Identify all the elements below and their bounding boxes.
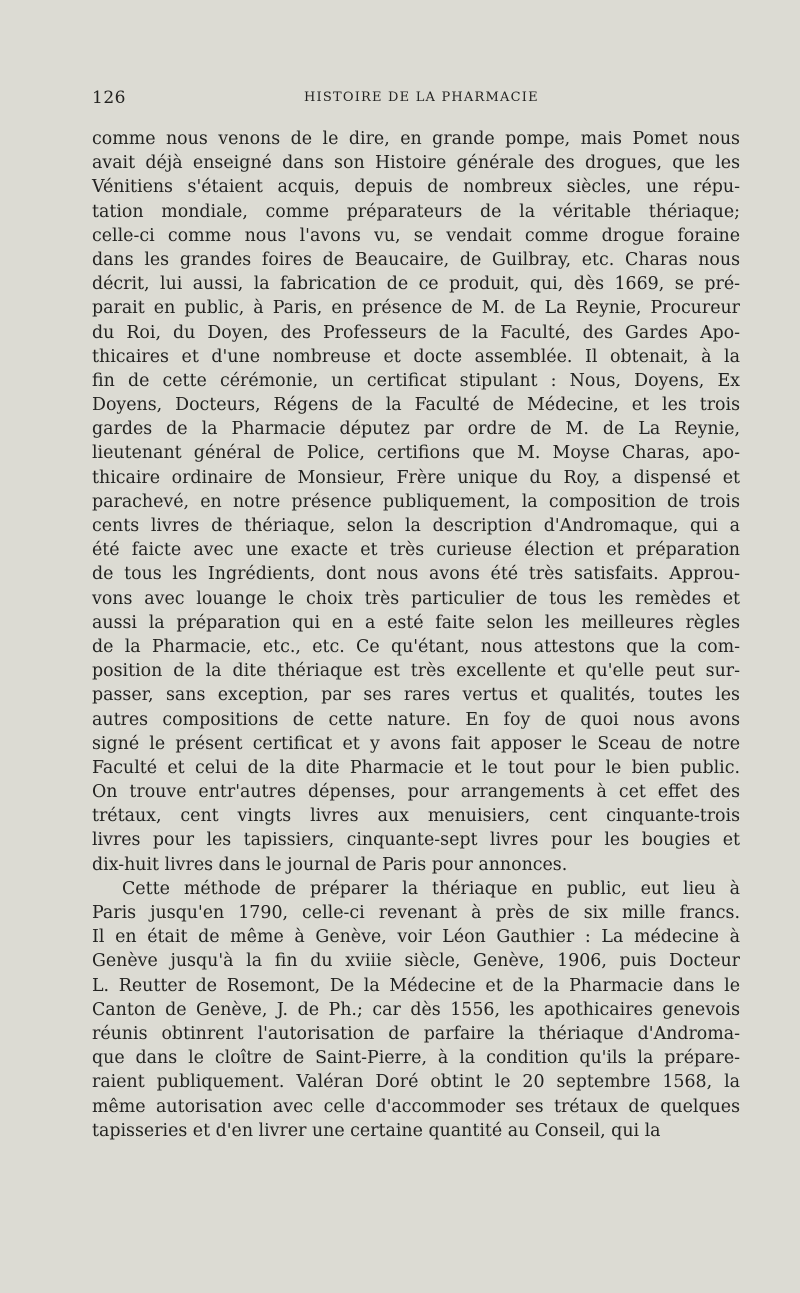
- running-head: [92, 88, 732, 112]
- text-line: raient publiquement. Valéran Doré obtint le 20 septembre 1568, la: [92, 1072, 740, 1093]
- text-line: fin de cette cérémonie, un certificat stipulant : Nous, Doyens, Ex: [92, 370, 740, 391]
- text-line: thicaires et d'une nombreuse et docte assemblée. Il obtenait, à la: [92, 346, 740, 367]
- text-line: Canton de Genève, J. de Ph.; car dès 1556, les apothicaires genevois: [92, 999, 740, 1020]
- text-line: tation mondiale, comme préparateurs de la véritable thériaque;: [92, 201, 740, 222]
- text-line: réunis obtinrent l'autorisation de parfaire la thériaque d'Androma-: [92, 1023, 740, 1044]
- text-line: de tous les Ingrédients, dont nous avons été très satisfaits. Approu-: [92, 564, 740, 585]
- text-line: passer, sans exception, par ses rares vertus et qualités, toutes les: [92, 685, 740, 706]
- text-line: Genève jusqu'à la fin du xviiie siècle, Genève, 1906, puis Docteur: [92, 951, 740, 972]
- text-line: dix-huit livres dans le journal de Paris pour annonces.: [92, 854, 568, 875]
- text-line: vons avec louange le choix très particulier de tous les remèdes et: [92, 588, 740, 609]
- text-line: cents livres de thériaque, selon la description d'Andromaque, qui a: [92, 516, 740, 536]
- text-line: gardes de la Pharmacie députez par ordre de M. de La Reynie,: [92, 419, 740, 440]
- text-line: Paris jusqu'en 1790, celle-ci revenant à près de six mille francs.: [92, 903, 740, 923]
- text-line: trétaux, cent vingts livres aux menuisiers, cent cinquante-trois: [92, 806, 740, 827]
- text-line: Cette méthode de préparer la thériaque en public, eut lieu à: [122, 878, 740, 899]
- text-line: Faculté et celui de la dite Pharmacie et le tout pour le bien public.: [92, 757, 740, 778]
- text-line: autres compositions de cette nature. En foy de quoi nous avons: [92, 709, 740, 730]
- text-line: Vénitiens s'étaient acquis, depuis de nombreux siècles, une répu-: [92, 177, 740, 198]
- text-line: Doyens, Docteurs, Régens de la Faculté de Médecine, et les trois: [92, 395, 740, 416]
- text-line: lieutenant général de Police, certifions que M. Moyse Charas, apo-: [92, 443, 740, 464]
- text-line: même autorisation avec celle d'accommoder ses trétaux de quelques: [92, 1096, 740, 1117]
- text-line: tapisseries et d'en livrer une certaine quantité au Conseil, qui la: [92, 1120, 661, 1141]
- paragraph: [92, 127, 740, 877]
- text-line: aussi la préparation qui en a esté faite selon les meilleures règles: [92, 612, 740, 633]
- text-line: livres pour les tapissiers, cinquante-sept livres pour les bougies et: [92, 830, 740, 851]
- text-line: parachevé, en notre présence publiquement, la composition de trois: [92, 491, 740, 512]
- text-line: comme nous venons de le dire, en grande pompe, mais Pomet nous: [92, 129, 740, 149]
- text-line: L. Reutter de Rosemont, De la Médecine et de la Pharmacie dans le: [92, 975, 740, 996]
- text-line: que dans le cloître de Saint-Pierre, à la condition qu'ils la prépare-: [92, 1048, 740, 1069]
- text-line: On trouve entr'autres dépenses, pour arrangements à cet effet des: [92, 782, 740, 803]
- text-line: Il en était de même à Genève, voir Léon Gauthier : La médecine à: [92, 927, 740, 948]
- text-line: parait en public, à Paris, en présence de M. de La Reynie, Procureur: [92, 298, 740, 319]
- text-line: dans les grandes foires de Beaucaire, de Guilbray, etc. Charas nous: [92, 249, 740, 270]
- body-text: [92, 127, 740, 1143]
- text-line: été faicte avec une exacte et très curieuse élection et préparation: [92, 540, 740, 561]
- text-line: position de la dite thériaque est très excellente et qu'elle peut sur-: [92, 661, 740, 682]
- text-line: celle-ci comme nous l'avons vu, se vendait comme drogue foraine: [92, 225, 740, 246]
- text-line: avait déjà enseigné dans son Histoire générale des drogues, que les: [92, 153, 740, 174]
- text-line: thicaire ordinaire de Monsieur, Frère unique du Roy, a dispensé et: [92, 467, 740, 488]
- text-line: signé le présent certificat et y avons fait apposer le Sceau de notre: [92, 733, 740, 754]
- text-line: de la Pharmacie, etc., etc. Ce qu'étant, nous attestons que la com-: [92, 636, 740, 657]
- text-line: du Roi, du Doyen, des Professeurs de la Faculté, des Gardes Apo-: [92, 322, 740, 343]
- text-line: décrit, lui aussi, la fabrication de ce produit, qui, dès 1669, se pré-: [92, 274, 740, 295]
- running-title: HISTOIRE DE LA PHARMACIE: [304, 90, 539, 105]
- paragraph: [92, 877, 740, 1143]
- page-number: 126: [92, 88, 126, 108]
